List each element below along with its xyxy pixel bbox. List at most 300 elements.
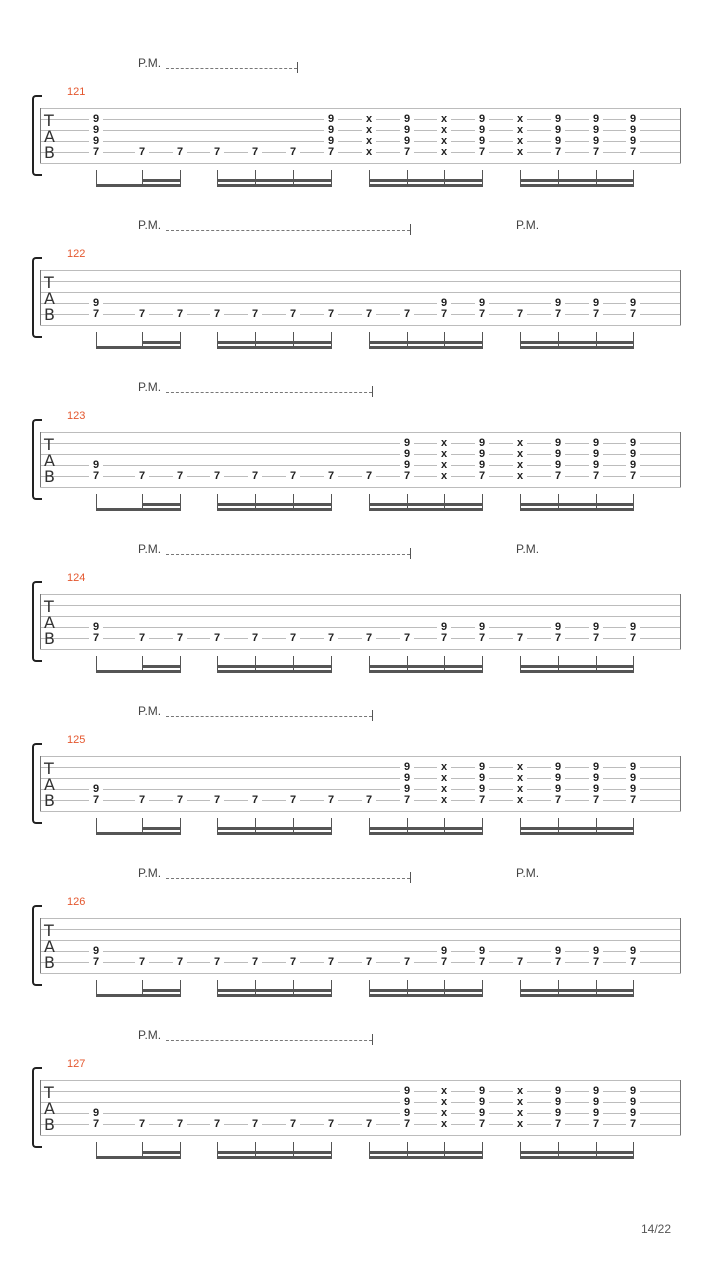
fret-number: 7: [324, 633, 338, 644]
fret-number: 7: [89, 633, 103, 644]
fret-number: 7: [626, 957, 640, 968]
string-line: [40, 605, 681, 606]
fret-number: 9: [626, 438, 640, 449]
string-line: [40, 767, 681, 768]
fret-number: 9: [89, 946, 103, 957]
fret-number: 9: [437, 298, 451, 309]
string-line: [40, 108, 681, 109]
tab-clef-letter: B: [44, 143, 55, 162]
fret-number: 7: [210, 471, 224, 482]
fret-number: 9: [626, 114, 640, 125]
fret-number: 7: [248, 309, 262, 320]
fret-number: 9: [589, 762, 603, 773]
fret-number: 9: [475, 125, 489, 136]
palm-mute-label: P.M.: [138, 704, 162, 718]
dead-note: x: [437, 114, 451, 125]
beam: [520, 1156, 634, 1159]
string-line: [40, 1113, 681, 1114]
fret-number: 7: [173, 1119, 187, 1130]
fret-number: 9: [437, 946, 451, 957]
string-line: [40, 1080, 681, 1081]
fret-number: 7: [475, 795, 489, 806]
palm-mute-label: P.M.: [138, 56, 162, 70]
fret-number: 9: [551, 946, 565, 957]
secondary-beam: [142, 179, 181, 182]
tab-clef-letter: T: [44, 921, 54, 940]
fret-number: 7: [324, 309, 338, 320]
palm-mute-end: [372, 1034, 373, 1045]
palm-mute-end: [410, 548, 411, 559]
dead-note: x: [513, 460, 527, 471]
fret-number: 7: [286, 633, 300, 644]
fret-number: 9: [475, 622, 489, 633]
fret-number: 7: [210, 633, 224, 644]
palm-mute-end: [297, 62, 298, 73]
fret-number: 9: [551, 1108, 565, 1119]
beam: [96, 994, 181, 997]
beam: [520, 994, 634, 997]
fret-number: 9: [475, 449, 489, 460]
fret-number: 7: [248, 795, 262, 806]
beam: [217, 832, 332, 835]
string-line: [40, 465, 681, 466]
fret-number: 7: [400, 957, 414, 968]
tab-clef-letter: B: [44, 1115, 55, 1134]
palm-mute-end: [372, 710, 373, 721]
string-line: [40, 594, 681, 595]
fret-number: 7: [551, 147, 565, 158]
fret-number: 9: [589, 460, 603, 471]
secondary-beam: [520, 503, 634, 506]
string-line: [40, 811, 681, 812]
fret-number: 7: [551, 633, 565, 644]
fret-number: 7: [324, 147, 338, 158]
fret-number: 7: [362, 1119, 376, 1130]
fret-number: 9: [589, 114, 603, 125]
string-line: [40, 778, 681, 779]
fret-number: 7: [513, 309, 527, 320]
fret-number: 7: [89, 471, 103, 482]
fret-number: 9: [400, 460, 414, 471]
beam: [369, 832, 483, 835]
fret-number: 7: [475, 633, 489, 644]
beam: [96, 184, 181, 187]
secondary-beam: [369, 1151, 483, 1154]
secondary-beam: [369, 179, 483, 182]
fret-number: 7: [626, 471, 640, 482]
secondary-beam: [217, 179, 332, 182]
fret-number: 7: [286, 795, 300, 806]
tab-clef-letter: B: [44, 953, 55, 972]
fret-number: 9: [589, 136, 603, 147]
fret-number: 9: [626, 622, 640, 633]
string-line: [40, 756, 681, 757]
secondary-beam: [142, 665, 181, 668]
secondary-beam: [217, 827, 332, 830]
fret-number: 9: [475, 460, 489, 471]
beam: [520, 508, 634, 511]
palm-mute-extension: [166, 1040, 372, 1041]
fret-number: 7: [135, 795, 149, 806]
fret-number: 7: [437, 309, 451, 320]
fret-number: 7: [626, 147, 640, 158]
fret-number: 9: [400, 114, 414, 125]
fret-number: 9: [626, 773, 640, 784]
fret-number: 7: [362, 471, 376, 482]
fret-number: 9: [475, 773, 489, 784]
palm-mute-label: P.M.: [138, 542, 162, 556]
fret-number: 7: [210, 1119, 224, 1130]
dead-note: x: [437, 460, 451, 471]
beam: [520, 184, 634, 187]
dead-note: x: [513, 784, 527, 795]
string-line: [40, 929, 681, 930]
fret-number: 7: [362, 309, 376, 320]
secondary-beam: [142, 827, 181, 830]
tab-clef-letter: A: [44, 289, 55, 308]
fret-number: 7: [135, 471, 149, 482]
fret-number: 9: [475, 762, 489, 773]
beam: [217, 1156, 332, 1159]
measure-number: 127: [67, 1058, 86, 1070]
fret-number: 9: [551, 438, 565, 449]
fret-number: 9: [589, 1108, 603, 1119]
fret-number: 9: [475, 438, 489, 449]
dead-note: x: [513, 773, 527, 784]
dead-note: x: [513, 147, 527, 158]
fret-number: 7: [475, 1119, 489, 1130]
fret-number: 9: [475, 1097, 489, 1108]
fret-number: 7: [173, 309, 187, 320]
fret-number: 9: [589, 1097, 603, 1108]
string-line: [40, 454, 681, 455]
fret-number: 7: [551, 471, 565, 482]
fret-number: 9: [626, 784, 640, 795]
fret-number: 7: [400, 471, 414, 482]
barline: [40, 270, 41, 325]
fret-number: 9: [400, 1086, 414, 1097]
tab-system: [0, 542, 720, 704]
fret-number: 9: [626, 125, 640, 136]
fret-number: 9: [551, 298, 565, 309]
dead-note: x: [362, 147, 376, 158]
fret-number: 7: [173, 471, 187, 482]
fret-number: 9: [475, 298, 489, 309]
fret-number: 7: [286, 147, 300, 158]
beam: [96, 1156, 181, 1159]
fret-number: 9: [626, 1097, 640, 1108]
fret-number: 7: [362, 957, 376, 968]
string-line: [40, 270, 681, 271]
fret-number: 7: [475, 147, 489, 158]
palm-mute-label: P.M.: [516, 542, 540, 556]
fret-number: 7: [400, 147, 414, 158]
palm-mute-extension: [166, 68, 297, 69]
fret-number: 9: [589, 125, 603, 136]
fret-number: 9: [626, 762, 640, 773]
fret-number: 9: [89, 622, 103, 633]
fret-number: 7: [89, 795, 103, 806]
fret-number: 7: [286, 1119, 300, 1130]
fret-number: 7: [589, 147, 603, 158]
tab-clef-letter: A: [44, 451, 55, 470]
string-line: [40, 119, 681, 120]
beam: [520, 346, 634, 349]
fret-number: 7: [210, 309, 224, 320]
fret-number: 7: [173, 957, 187, 968]
fret-number: 9: [551, 622, 565, 633]
secondary-beam: [142, 1151, 181, 1154]
beam: [369, 508, 483, 511]
fret-number: 7: [589, 1119, 603, 1130]
beam: [520, 670, 634, 673]
palm-mute-label: P.M.: [138, 1028, 162, 1042]
fret-number: 7: [286, 957, 300, 968]
dead-note: x: [513, 795, 527, 806]
string-line: [40, 940, 681, 941]
secondary-beam: [520, 1151, 634, 1154]
palm-mute-end: [372, 386, 373, 397]
palm-mute-label: P.M.: [138, 218, 162, 232]
tab-clef-letter: T: [44, 111, 54, 130]
fret-number: 7: [475, 957, 489, 968]
fret-number: 9: [626, 449, 640, 460]
tab-system: [0, 380, 720, 542]
dead-note: x: [362, 114, 376, 125]
fret-number: 7: [551, 795, 565, 806]
string-line: [40, 1135, 681, 1136]
fret-number: 7: [437, 633, 451, 644]
barline: [40, 594, 41, 649]
string-line: [40, 325, 681, 326]
palm-mute-label: P.M.: [138, 866, 162, 880]
fret-number: 7: [210, 957, 224, 968]
palm-mute-end: [410, 872, 411, 883]
tab-clef-letter: A: [44, 1099, 55, 1118]
fret-number: 7: [89, 309, 103, 320]
fret-number: 9: [551, 1086, 565, 1097]
fret-number: 9: [626, 298, 640, 309]
secondary-beam: [369, 989, 483, 992]
dead-note: x: [437, 147, 451, 158]
dead-note: x: [437, 784, 451, 795]
dead-note: x: [513, 1097, 527, 1108]
fret-number: 7: [286, 309, 300, 320]
dead-note: x: [437, 471, 451, 482]
dead-note: x: [513, 136, 527, 147]
fret-number: 9: [89, 125, 103, 136]
fret-number: 9: [324, 125, 338, 136]
fret-number: 7: [248, 633, 262, 644]
tab-clef-letter: T: [44, 597, 54, 616]
barline: [40, 108, 41, 163]
secondary-beam: [520, 665, 634, 668]
fret-number: 7: [135, 147, 149, 158]
beam: [369, 670, 483, 673]
fret-number: 9: [475, 946, 489, 957]
fret-number: 9: [89, 114, 103, 125]
secondary-beam: [369, 827, 483, 830]
beam: [217, 184, 332, 187]
tab-clef-letter: A: [44, 127, 55, 146]
fret-number: 7: [589, 309, 603, 320]
fret-number: 9: [324, 136, 338, 147]
page-number: 14/22: [641, 1222, 672, 1236]
string-line: [40, 1091, 681, 1092]
fret-number: 9: [589, 622, 603, 633]
barline: [680, 1080, 681, 1135]
string-line: [40, 443, 681, 444]
beam: [369, 184, 483, 187]
fret-number: 7: [210, 147, 224, 158]
measure-number: 125: [67, 734, 86, 746]
fret-number: 7: [400, 309, 414, 320]
secondary-beam: [217, 503, 332, 506]
secondary-beam: [142, 989, 181, 992]
dead-note: x: [362, 136, 376, 147]
fret-number: 9: [589, 438, 603, 449]
fret-number: 7: [210, 795, 224, 806]
dead-note: x: [437, 1086, 451, 1097]
fret-number: 9: [551, 784, 565, 795]
palm-mute-extension: [166, 716, 372, 717]
fret-number: 9: [400, 1108, 414, 1119]
barline: [40, 756, 41, 811]
fret-number: 7: [324, 957, 338, 968]
barline: [680, 432, 681, 487]
secondary-beam: [369, 341, 483, 344]
string-line: [40, 951, 681, 952]
barline: [40, 432, 41, 487]
fret-number: 7: [475, 471, 489, 482]
secondary-beam: [217, 1151, 332, 1154]
fret-number: 7: [400, 795, 414, 806]
measure-number: 124: [67, 572, 86, 584]
beam: [369, 1156, 483, 1159]
fret-number: 7: [89, 1119, 103, 1130]
fret-number: 7: [286, 471, 300, 482]
palm-mute-extension: [166, 230, 410, 231]
tab-clef-letter: B: [44, 629, 55, 648]
fret-number: 7: [248, 471, 262, 482]
fret-number: 9: [589, 298, 603, 309]
tab-clef-letter: B: [44, 791, 55, 810]
fret-number: 9: [626, 136, 640, 147]
fret-number: 9: [551, 1097, 565, 1108]
dead-note: x: [437, 438, 451, 449]
beam: [520, 832, 634, 835]
fret-number: 9: [89, 1108, 103, 1119]
fret-number: 9: [551, 114, 565, 125]
fret-number: 7: [248, 957, 262, 968]
fret-number: 7: [551, 957, 565, 968]
dead-note: x: [513, 114, 527, 125]
dead-note: x: [362, 125, 376, 136]
tab-system: [0, 704, 720, 866]
beam: [217, 346, 332, 349]
fret-number: 9: [89, 784, 103, 795]
fret-number: 7: [324, 471, 338, 482]
tab-clef-letter: B: [44, 305, 55, 324]
fret-number: 7: [626, 309, 640, 320]
string-line: [40, 141, 681, 142]
secondary-beam: [217, 665, 332, 668]
beam: [217, 994, 332, 997]
string-line: [40, 973, 681, 974]
beam: [96, 670, 181, 673]
secondary-beam: [217, 341, 332, 344]
fret-number: 7: [135, 309, 149, 320]
fret-number: 7: [626, 633, 640, 644]
fret-number: 7: [89, 957, 103, 968]
string-line: [40, 789, 681, 790]
tab-clef-letter: T: [44, 1083, 54, 1102]
barline: [680, 918, 681, 973]
fret-number: 9: [400, 762, 414, 773]
tab-clef-letter: B: [44, 467, 55, 486]
secondary-beam: [369, 665, 483, 668]
secondary-beam: [217, 989, 332, 992]
string-line: [40, 616, 681, 617]
barline: [680, 270, 681, 325]
dead-note: x: [513, 1119, 527, 1130]
palm-mute-label: P.M.: [516, 866, 540, 880]
dead-note: x: [513, 1108, 527, 1119]
fret-number: 9: [437, 622, 451, 633]
dead-note: x: [437, 136, 451, 147]
fret-number: 7: [400, 633, 414, 644]
dead-note: x: [513, 438, 527, 449]
fret-number: 7: [173, 633, 187, 644]
measure-number: 121: [67, 86, 86, 98]
dead-note: x: [513, 762, 527, 773]
fret-number: 9: [475, 1108, 489, 1119]
dead-note: x: [437, 773, 451, 784]
tab-clef-letter: A: [44, 775, 55, 794]
beam: [96, 346, 181, 349]
dead-note: x: [437, 125, 451, 136]
fret-number: 9: [626, 946, 640, 957]
fret-number: 9: [551, 449, 565, 460]
fret-number: 7: [89, 147, 103, 158]
dead-note: x: [437, 449, 451, 460]
tab-clef-letter: A: [44, 937, 55, 956]
fret-number: 7: [248, 147, 262, 158]
fret-number: 9: [400, 1097, 414, 1108]
tab-system: [0, 866, 720, 1028]
dead-note: x: [437, 795, 451, 806]
fret-number: 9: [551, 762, 565, 773]
tab-clef-letter: T: [44, 273, 54, 292]
string-line: [40, 303, 681, 304]
fret-number: 9: [324, 114, 338, 125]
fret-number: 9: [400, 136, 414, 147]
fret-number: 9: [89, 298, 103, 309]
secondary-beam: [142, 341, 181, 344]
string-line: [40, 1102, 681, 1103]
dead-note: x: [513, 1086, 527, 1097]
fret-number: 7: [513, 633, 527, 644]
string-line: [40, 432, 681, 433]
fret-number: 9: [589, 449, 603, 460]
fret-number: 7: [135, 1119, 149, 1130]
dead-note: x: [437, 1108, 451, 1119]
dead-note: x: [437, 1119, 451, 1130]
fret-number: 9: [589, 946, 603, 957]
fret-number: 7: [437, 957, 451, 968]
secondary-beam: [520, 827, 634, 830]
fret-number: 9: [89, 136, 103, 147]
